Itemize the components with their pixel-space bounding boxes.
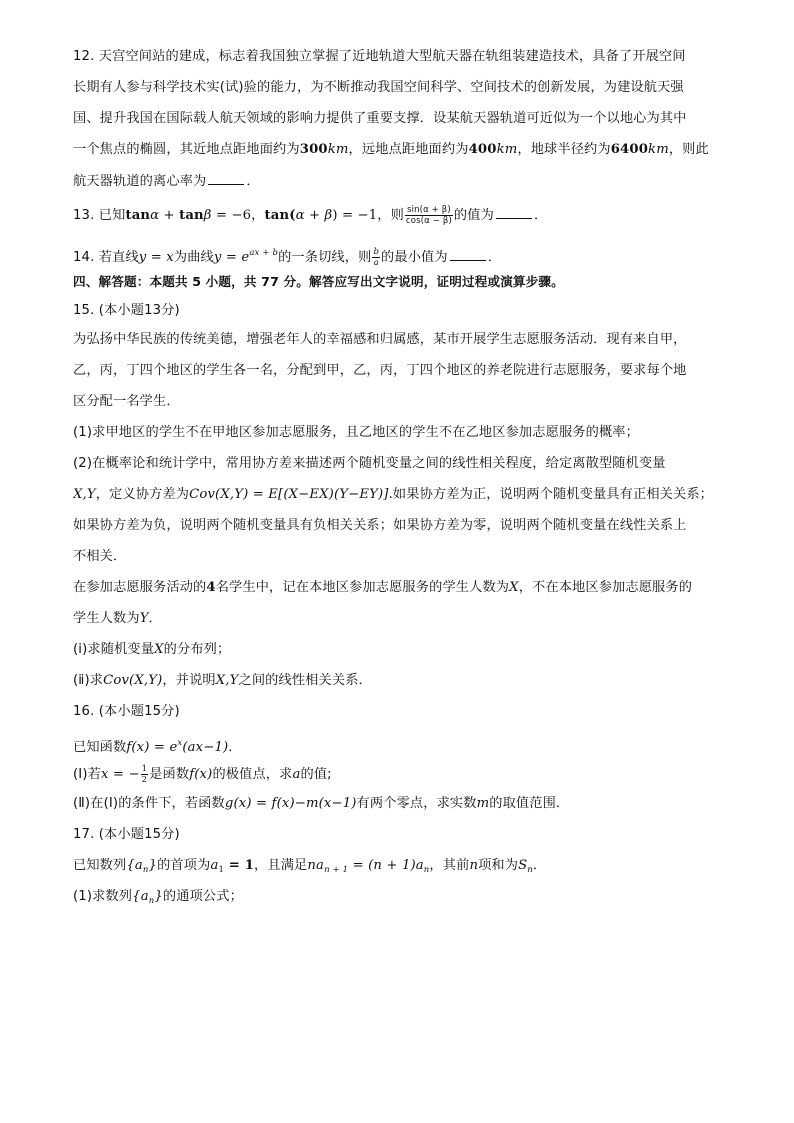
q15-item-i: (ⅰ)求随机变量X的分布列； — [73, 642, 231, 657]
q15-sub-2c: 如果协方差为负，说明两个随机变量具有负相关关系；如果协方差为零，说明两个随机变量在线性关系上 — [73, 518, 687, 533]
q15-header: 15. (本小题13分) — [73, 303, 180, 318]
q16-item-2: (Ⅱ)在(Ⅰ)的条件下，若函数g(x) = f(x)−m(x−1)有两个零点，求实数m的取值范围． — [73, 796, 570, 811]
q15-sub-2a: (2)在概率论和统计学中，常用协方差来描述两个随机变量之间的线性相关程度，给定离散型随机变量 — [73, 456, 666, 471]
q15-para-2: 乙，丙，丁四个地区的学生各一名，分配到甲，乙，丙，丁四个地区的养老院进行志愿服务，要求每个地 — [73, 363, 687, 378]
q17-para-1: 已知数列$\{a_n\}$的首项为$a_1 = 1$，且满足$na_{n + 1} = (n + 1)a_n$，其前n项和为$S_n$． — [73, 858, 547, 875]
q15-para-3: 区分配一名学生． — [73, 394, 180, 409]
q15-sub-2b: X,Y，定义协方差为Cov(X,Y) = E[(X−EX)(Y−EY)].如果协方差为正，说明两个随机变量具有正相关关系； — [73, 487, 714, 502]
q16-fraction: $\frac{1}{2}$ — [141, 763, 148, 785]
q15-para-4: 在参加志愿服务活动的4名学生中，记在本地区参加志愿服务的学生人数为X，不在本地区参加志愿服务的 — [73, 580, 693, 595]
q15-sub-2d: 不相关． — [73, 549, 127, 564]
q17-sub-1: (1)求数列$\{a_n\}$的通项公式； — [73, 889, 243, 906]
answer-blank — [450, 246, 486, 261]
q13-fraction: $\frac{\sin(\alpha + \beta)}{\cos(\alpha - \beta)}$ — [405, 204, 452, 226]
q12-line-3: 国、提升我国在国际载人航天领域的影响力提供了重要支撑．设某航天器轨道可近似为一个以地心为其中 — [73, 111, 687, 126]
q14-fraction: $\frac{b}{a}$ — [373, 246, 380, 268]
answer-blank — [208, 170, 244, 185]
q15-para-5: 学生人数为Y． — [73, 611, 162, 626]
q12-line-1: 12. 天宫空间站的建成，标志着我国独立掌握了近地轨道大型航天器在轨组装建造技术，具备了开展空间 — [73, 49, 686, 64]
q16-para-1: 已知函数$f(x) = e^x(ax-1)$． — [73, 738, 242, 754]
q15-para-1: 为弘扬中华民族的传统美德，增强老年人的幸福感和归属感，某市开展学生志愿服务活动．现有来自甲， — [73, 332, 687, 347]
q15-item-ii: (ⅱ)求Cov(X,Y)，并说明X,Y之间的线性相关关系． — [73, 673, 372, 688]
q13-line: 13. 已知tanα + tanβ = −6，tan(α + β) = −1，则 $\frac{\sin(\alpha + \beta)}{\cos(\alpha - \beta)}$ 的值为 ． — [73, 204, 548, 226]
q12-line-5: 航天器轨道的离心率为 ． — [73, 170, 733, 192]
q16-item-1: (Ⅰ)若x = − $\frac{1}{2}$ 是函数f(x)的极值点，求a的值; — [73, 763, 332, 785]
q16-header: 16. (本小题15分) — [73, 704, 180, 719]
q17-header: 17. (本小题15分) — [73, 827, 180, 842]
q14-line: 14. 若直线y = x为曲线$y = e^{ax + b}$的一条切线，则 $\frac{b}{a}$ 的最小值为 ． — [73, 246, 502, 268]
q12-line-4: 一个焦点的椭圆，其近地点距地面约为300km，远地点距地面约为400km，地球半径约为6400km，则此 — [73, 142, 709, 157]
answer-blank — [496, 204, 532, 219]
section-heading: 四、解答题：本题共 5 小题，共 77 分。解答应写出文字说明，证明过程或演算步骤。 — [73, 274, 564, 289]
q15-sub-1: (1)求甲地区的学生不在甲地区参加志愿服务，且乙地区的学生不在乙地区参加志愿服务的概率； — [73, 425, 639, 440]
q12-line-2: 长期有人参与科学技术实(试)验的能力，为不断推动我国空间科学、空间技术的创新发展，为建设航天强 — [73, 80, 684, 95]
